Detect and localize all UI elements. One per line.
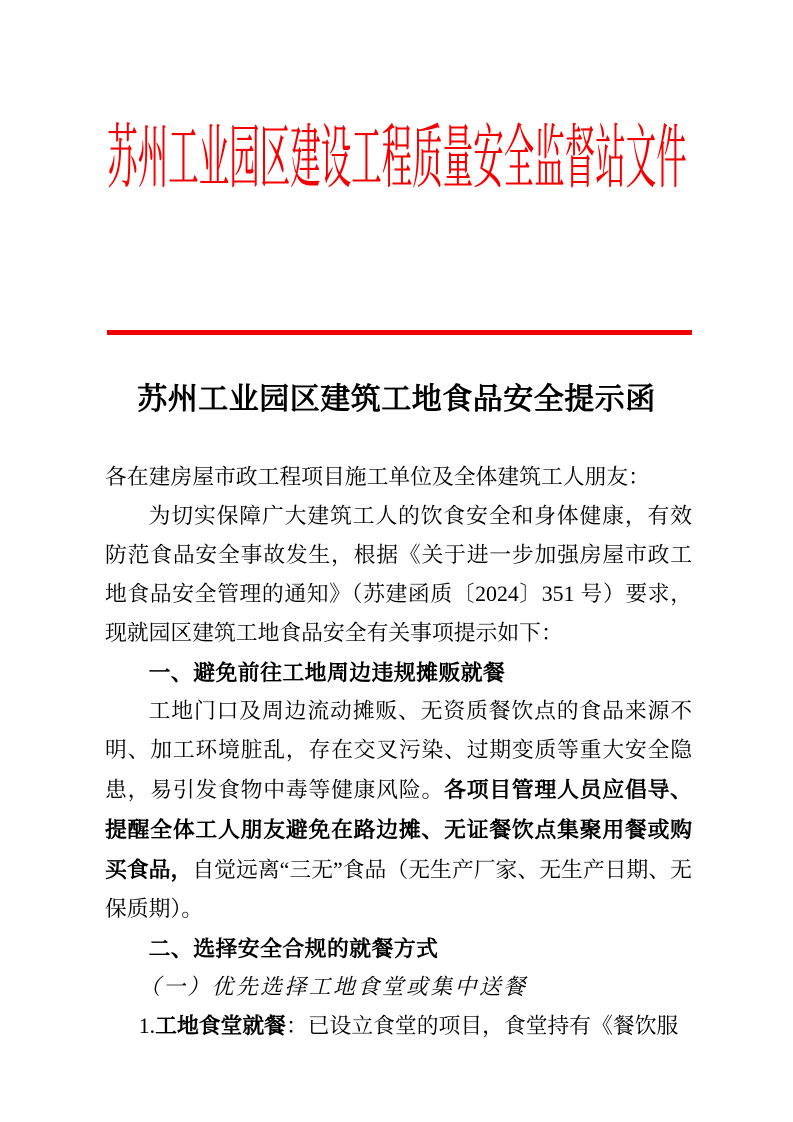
item-1-number: 1. — [138, 1014, 156, 1038]
salutation-line: 各在建房屋市政工程项目施工单位及全体建筑工人朋友： — [105, 465, 650, 489]
section-1-paragraph — [105, 692, 692, 929]
document-body — [105, 458, 692, 1046]
item-1-paragraph — [105, 1007, 692, 1046]
section-2-subheading: （一）优先选择工地食堂或集中送餐 — [138, 975, 528, 999]
item-1-label: 工地食堂就餐 — [155, 1014, 286, 1038]
section-1-bold-emphasis: 各项目管理人员应倡导、提醒全体工人朋友避免在路边摊、无证餐饮点集聚用餐或购买食品， — [105, 777, 692, 882]
section-1-heading: 一、避免前往工地周边违规摊贩就餐 — [148, 660, 506, 685]
letterhead-banner — [104, 119, 690, 198]
section-1-text-after-bold: 自觉远离“三无”食品（无生产厂家、无生产日期、无保质期）。 — [105, 858, 692, 921]
document-title: 苏州工业园区建筑工地食品安全提示函 — [137, 383, 656, 416]
section-2-heading: 二、选择安全合规的就餐方式 — [148, 936, 439, 961]
red-divider-line — [107, 330, 692, 335]
section-1-text-before-bold: 工地门口及周边流动摊贩、无资质餐饮点的食品来源不明、加工环境脏乱，存在交叉污染、过期变质等重大安全隐患，易引发食物中毒等健康风险。 — [105, 699, 692, 802]
letterhead-title: 苏州工业园区建设工程质量安全监督站文件 — [107, 119, 687, 198]
intro-paragraph: 为切实保障广大建筑工人的饮食安全和身体健康，有效防范食品安全事故发生，根据《关于进一步加强房屋市政工地食品安全管理的通知》（苏建函质〔2024〕351 号）要求，现就园区建筑工地食品安全有关事项提示如下： — [105, 504, 692, 645]
item-1-text: ：已设立食堂的项目，食堂持有《餐饮服 — [285, 1014, 679, 1038]
